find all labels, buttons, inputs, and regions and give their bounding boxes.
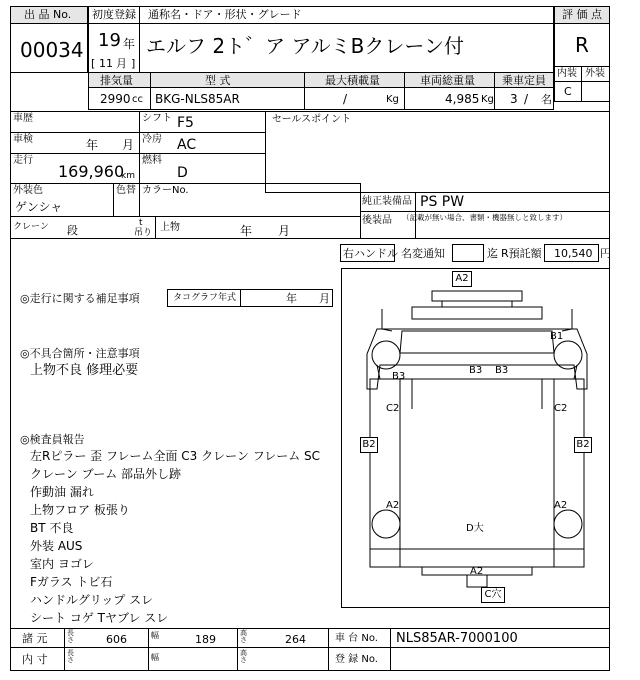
damage-label-b1: B1 [550, 331, 564, 342]
vehicle-title: エルフ 2ト゛ア アルミBクレーン付 [146, 34, 464, 58]
height-value: 264 [285, 633, 306, 646]
footer-divider [390, 628, 391, 671]
ac-label: 冷房 [142, 134, 162, 145]
tachograph-label: タコグラフ年式 [173, 293, 237, 303]
footer-divider [148, 628, 149, 671]
length-label: 長さ [67, 629, 74, 644]
name-label: 通称名・ドア・形状・グレード [148, 8, 302, 21]
displacement: 2990 [100, 92, 131, 106]
gvw-value: 4,985 [445, 92, 480, 106]
disp-unit: cc [132, 94, 143, 105]
r-deposit-value: 10,540 [554, 247, 593, 260]
name-change-label: 名変通知 [401, 247, 445, 260]
reg-month: 11 [99, 57, 113, 70]
crane-lift: 吊り [134, 228, 153, 238]
damage-label-b3-left: B3 [392, 371, 406, 382]
inspector-line: 作動油 漏れ [30, 485, 94, 499]
shift-label: シフト [142, 113, 172, 124]
truck-outline [342, 269, 609, 607]
model-label: 型 式 [205, 74, 231, 87]
specs-label-row [88, 72, 554, 88]
inspector-line: クレーン ブーム 部品外し跡 [30, 467, 182, 481]
eval-label: 評 価 点 [562, 8, 602, 21]
history-label: 車歴 [13, 113, 33, 124]
crane-label: クレーン [13, 222, 49, 232]
damage-label-a2-left: A2 [386, 500, 400, 511]
tachograph-month-unit: 月 [319, 292, 330, 305]
capacity-label: 乗車定員 [502, 74, 546, 87]
mileage-unit: km [121, 171, 135, 181]
capacity-unit: 名 [541, 93, 552, 106]
footer-inner-row [10, 647, 610, 671]
color-no-label: 色替 [116, 185, 136, 196]
gvw-label: 車両総重量 [420, 74, 475, 87]
width-label: 幅 [151, 631, 159, 640]
defects-title: ◎不具合箇所・注意事項 [20, 347, 140, 360]
tachograph-year-unit: 年 [286, 292, 297, 305]
inspector-line: シート コゲ Tヤブレ スレ [30, 611, 169, 625]
damage-tag-b2-left: B2 [360, 437, 378, 453]
damage-tag-b2-right: B2 [574, 437, 592, 453]
height-label: 高さ [240, 629, 247, 644]
equip-label: 純正装備品 [362, 196, 412, 207]
footer-dims-row [10, 628, 610, 648]
inner-height-label: 高さ [240, 649, 247, 664]
tachograph-divider [240, 289, 241, 307]
crane-steps: 段 [67, 224, 78, 237]
shift-value: F5 [177, 115, 194, 131]
lot-number: 00034 [20, 38, 84, 62]
damage-label-a2-bottom: A2 [470, 566, 484, 577]
inspector-line: 上物フロア 板張り [30, 503, 130, 517]
inspector-line: Fガラス トビ石 [30, 575, 113, 589]
maxload-value: / [343, 92, 348, 106]
upper-label: 上物 [160, 222, 180, 233]
ac-value: AC [177, 137, 197, 153]
inspector-title: ◎検査員報告 [20, 433, 85, 446]
inner-width-label: 幅 [151, 653, 159, 662]
exterior-score-cell [581, 81, 610, 102]
reg-month-bracket-close: ] [131, 57, 136, 70]
reg-month-unit: 月 [116, 57, 127, 70]
damage-label-b3-mid2: B3 [495, 365, 509, 376]
mileage-label: 走行 [13, 155, 33, 166]
fuel-value: D [177, 165, 188, 181]
aftermarket-note: （記載が無い場合、書類・機器無しと致します） [402, 213, 567, 222]
capacity-sep: / [524, 92, 529, 106]
eval-score: R [575, 33, 589, 57]
inspector-line: 左Rピラー 歪 フレーム全面 C3 クレーン フレーム SC [30, 449, 321, 463]
maxload-label: 最大積載量 [325, 74, 380, 87]
inspection-label: 車検 [13, 134, 33, 145]
footer-divider [328, 628, 329, 671]
name-change-box [452, 244, 484, 262]
inner-length-label: 長さ [67, 649, 74, 664]
inspection-month-unit: 月 [122, 138, 135, 152]
exterior-label: 外装 [585, 68, 605, 79]
damage-label-b3-mid1: B3 [469, 365, 483, 376]
inspector-line: ハンドルグリップ スレ [30, 593, 154, 607]
sales-point-label: セールスポイント [272, 114, 352, 125]
disp-label: 排気量 [100, 74, 133, 87]
equip-value: PS PW [420, 194, 465, 210]
fuel-label: 燃料 [142, 155, 162, 166]
model-code: BKG-NLS85AR [155, 92, 240, 106]
inspector-line: 外装 AUS [30, 539, 83, 553]
damage-diagram [341, 268, 610, 608]
damage-label-c2-left: C2 [386, 403, 400, 414]
inspection-year-unit: 年 [86, 138, 99, 152]
lot-label: 出 品 No. [24, 8, 72, 21]
damage-label-a2-right: A2 [554, 500, 568, 511]
width-value: 189 [195, 633, 216, 646]
chassis-value: NLS85AR-7000100 [396, 631, 518, 646]
damage-label-d-large: D大 [466, 523, 484, 534]
mileage-value: 169,960 [58, 162, 125, 181]
reg-no-label: 登 録 No. [335, 654, 378, 665]
reg-month-bracket-open: [ [91, 57, 96, 70]
crane-row [10, 216, 361, 239]
reg-year: 19 [98, 30, 121, 51]
aftermarket-label: 後装品 [362, 215, 392, 226]
driving-title: ◎走行に関する補足事項 [20, 292, 140, 305]
maxload-unit: Kg [386, 94, 399, 105]
length-value: 606 [106, 633, 127, 646]
color-value: ゲンシャ [15, 200, 63, 214]
color-label: 外装色 [13, 185, 43, 196]
crane-t: t [139, 218, 143, 228]
capacity-value: 3 [510, 92, 518, 106]
color-code-label: カラーNo. [142, 185, 189, 196]
footer-divider [64, 628, 65, 671]
damage-label-c2-right: C2 [554, 403, 568, 414]
receipt-label: 迄 [487, 247, 498, 260]
r-deposit-unit: 円 [600, 247, 611, 260]
crane-divider [155, 216, 156, 239]
inner-label: 内 寸 [22, 653, 48, 666]
reg-year-unit: 年 [123, 37, 136, 51]
first-reg-label: 初度登録 [92, 8, 136, 21]
inspector-line: BT 不良 [30, 521, 74, 535]
rhd-label: 右ハンドル [343, 247, 398, 260]
interior-score: C [564, 85, 572, 98]
chassis-label: 車 台 No. [335, 633, 378, 644]
interior-label: 内装 [557, 68, 577, 79]
gvw-unit: Kg [481, 94, 494, 105]
footer-divider [237, 628, 238, 671]
dims-label: 諸 元 [22, 632, 48, 645]
damage-tag-c-hole: C穴 [481, 587, 505, 603]
upper-year-unit: 年 [240, 224, 253, 238]
upper-month-unit: 月 [278, 224, 291, 238]
r-deposit-label: R預託額 [501, 247, 542, 260]
defect-line: 上物不良 修理必要 [30, 363, 139, 378]
damage-tag-top-a2: A2 [452, 271, 472, 287]
inspector-line: 室内 ヨゴレ [30, 557, 94, 571]
